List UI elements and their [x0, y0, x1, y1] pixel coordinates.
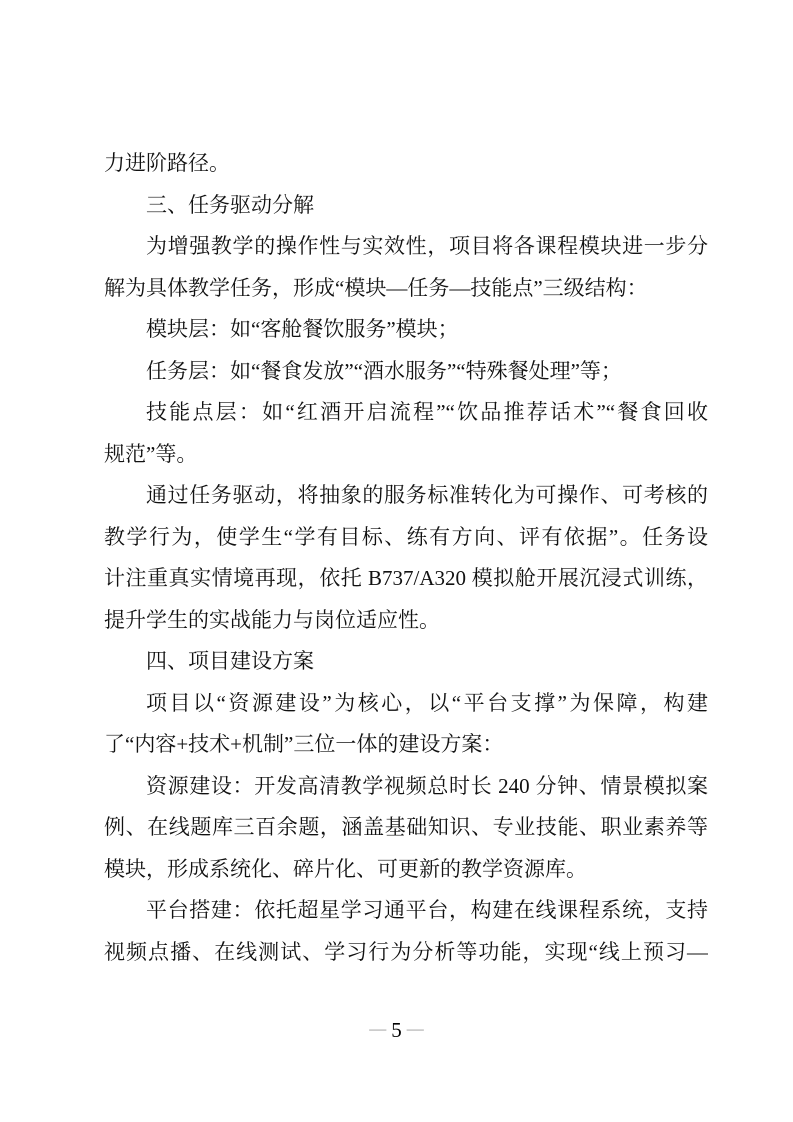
text-line: 为增强教学的操作性与实效性，项目将各课程模块进一步分 [146, 234, 708, 258]
text-line: 通过任务驱动，将抽象的服务标准转化为可操作、可考核的 [146, 483, 708, 507]
text-line: 力进阶路径。 [104, 151, 230, 175]
text-line: 了“内容+技术+机制”三位一体的建设方案： [104, 732, 504, 756]
text-line: 提升学生的实战能力与岗位适应性。 [104, 607, 440, 632]
text-line: 模块层：如“客舱餐饮服务”模块； [146, 317, 459, 341]
text-line: 视频点播、在线测试、学习行为分析等功能，实现“线上预习— [104, 939, 708, 964]
text-line: 规范”等。 [104, 441, 198, 466]
text-line: 例、在线题库三百余题，涵盖基础知识、专业技能、职业素养等 [104, 815, 708, 839]
page-number: 5 [391, 1018, 402, 1042]
text-line: 技能点层：如“红酒开启流程”“饮品推荐话术”“餐食回收 [146, 400, 708, 424]
section-heading: 三、任务驱动分解 [146, 192, 314, 217]
text-line: 资源建设：开发高清教学视频总时长 240 分钟、情景模拟案 [146, 773, 708, 798]
text-line: 解为具体教学任务，形成“模块—任务—技能点”三级结构： [104, 275, 648, 300]
text-line: 任务层：如“餐食发放”“酒水服务”“特殊餐处理”等； [146, 358, 622, 383]
footer-dash-left: — [369, 1019, 387, 1038]
page-footer [0, 1018, 793, 1045]
section-heading: 四、项目建设方案 [146, 649, 314, 673]
document-body [104, 143, 708, 973]
text-line: 计注重真实情境再现，依托 B737/A320 模拟舱开展沉浸式训练， [104, 566, 708, 590]
text-line: 模块，形成系统化、碎片化、可更新的教学资源库。 [104, 856, 587, 881]
text-line: 平台搭建：依托超星学习通平台，构建在线课程系统，支持 [146, 898, 708, 922]
footer-dash-right: — [406, 1019, 424, 1038]
text-line: 教学行为，使学生“学有目标、练有方向、评有依据”。任务设 [104, 524, 708, 549]
text-line: 项目以“资源建设”为核心，以“平台支撑”为保障，构建 [146, 690, 708, 715]
